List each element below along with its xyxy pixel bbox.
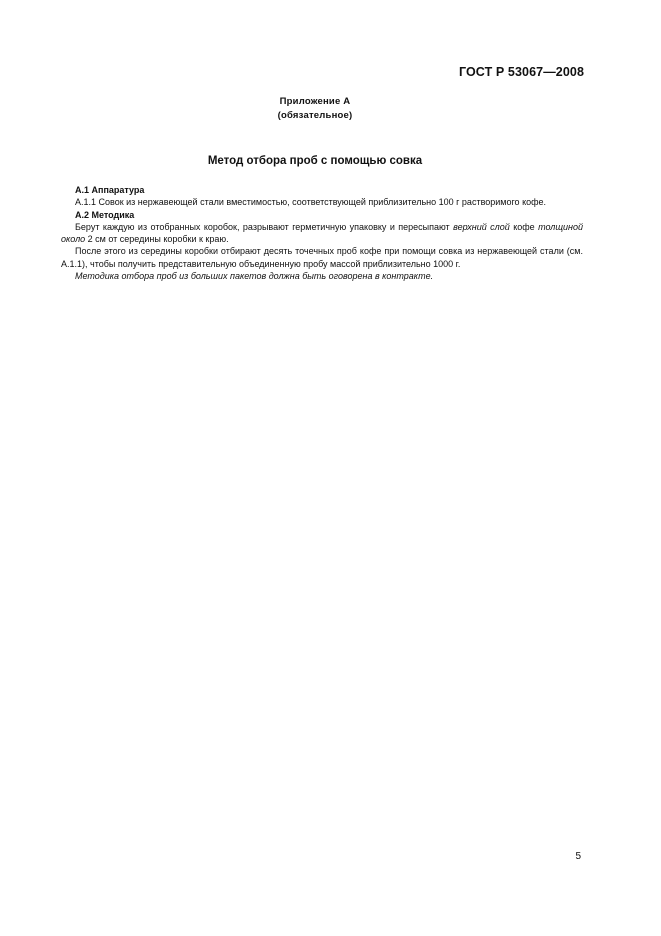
p1-end: 2 см от середины коробки к краю. (85, 234, 229, 245)
section-a1-item: А.1.1 Совок из нержавеющей стали вместимостью, соответствующей приблизительно 100 г растворимого кофе. (75, 197, 547, 208)
p1-italic-thickness: толщиной около (61, 221, 583, 245)
section-a1-title: А.1 Аппаратура (75, 185, 145, 195)
section-a2-title: А.2 Методика (75, 209, 135, 220)
p1-mid: кофе (509, 221, 539, 232)
appendix-block (0, 95, 630, 123)
p1-start: Берут каждую из отобранных коробок, разрывают герметичную упаковку и пересыпают (75, 221, 454, 232)
body-text (61, 184, 583, 282)
page-number: 5 (575, 851, 581, 862)
appendix-status: (обязательное) (277, 110, 353, 121)
section-a2-paragraph-1 (61, 221, 583, 246)
document-code: ГОСТ Р 53067—2008 (458, 65, 584, 79)
section-a2-paragraph-3: Методика отбора проб из больших пакетов должна быть оговорена в контракте. (75, 271, 434, 282)
section-a2-paragraph-2: После этого из середины коробки отбирают десять точечных проб кофе при помощи совка из нержавеющей стали (см. А.1.1), чтобы получить представительную объединенную пробу массой приблизительно 1000 г. (61, 246, 583, 269)
section-heading: Метод отбора проб с помощью совка (207, 155, 423, 167)
p1-italic-top-layer: верхний слой (453, 221, 510, 232)
appendix-title: Приложение А (279, 96, 351, 107)
